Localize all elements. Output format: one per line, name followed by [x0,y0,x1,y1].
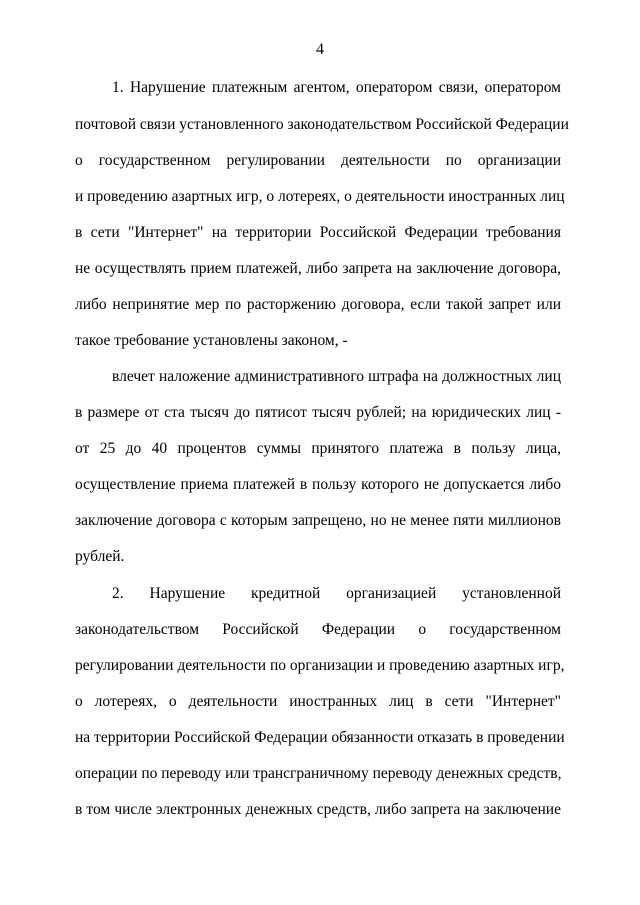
text-line: влечет наложение административного штрафа на должностных лиц [112,368,561,385]
text-line: на территории Российской Федерации обязанности отказать в проведении [75,729,565,746]
text-line: рублей. [75,548,125,565]
text-line: в том числе электронных денежных средств, либо запрета на заключение [75,801,561,818]
text-line: от 25 до 40 процентов суммы принятого платежа в пользу лица, [75,440,561,457]
text-line: в сети "Интернет" на территории Российской Федерации требования [75,224,561,241]
page-number: 4 [316,41,324,58]
text-line: 2. Нарушение кредитной организацией установленной [112,585,561,602]
text-line: либо непринятие мер по расторжению договора, если такой запрет или [75,296,561,313]
text-line: о лотереях, о деятельности иностранных лиц в сети "Интернет" [75,693,561,710]
text-line: операции по переводу или трансграничному переводу денежных средств, [75,765,562,782]
text-line: не осуществлять прием платежей, либо запрета на заключение договора, [75,260,561,277]
text-line: и проведению азартных игр, о лотереях, о деятельности иностранных лиц [75,188,565,205]
text-line: такое требование установлены законом, - [75,332,348,349]
text-line: почтовой связи установленного законодательством Российской Федерации [75,116,569,133]
text-line: в размере от ста тысяч до пятисот тысяч рублей; на юридических лиц - [75,404,561,421]
text-line: заключение договора с которым запрещено, но не менее пяти миллионов [75,512,561,529]
text-line: законодательством Российской Федерации о государственном [75,621,561,638]
text-line: регулировании деятельности по организации и проведению азартных игр, [75,657,565,674]
text-line: 1. Нарушение платежным агентом, оператором связи, оператором [112,79,561,96]
text-line: о государственном регулировании деятельности по организации [75,152,561,169]
text-line: осуществление приема платежей в пользу которого не допускается либо [75,476,561,493]
